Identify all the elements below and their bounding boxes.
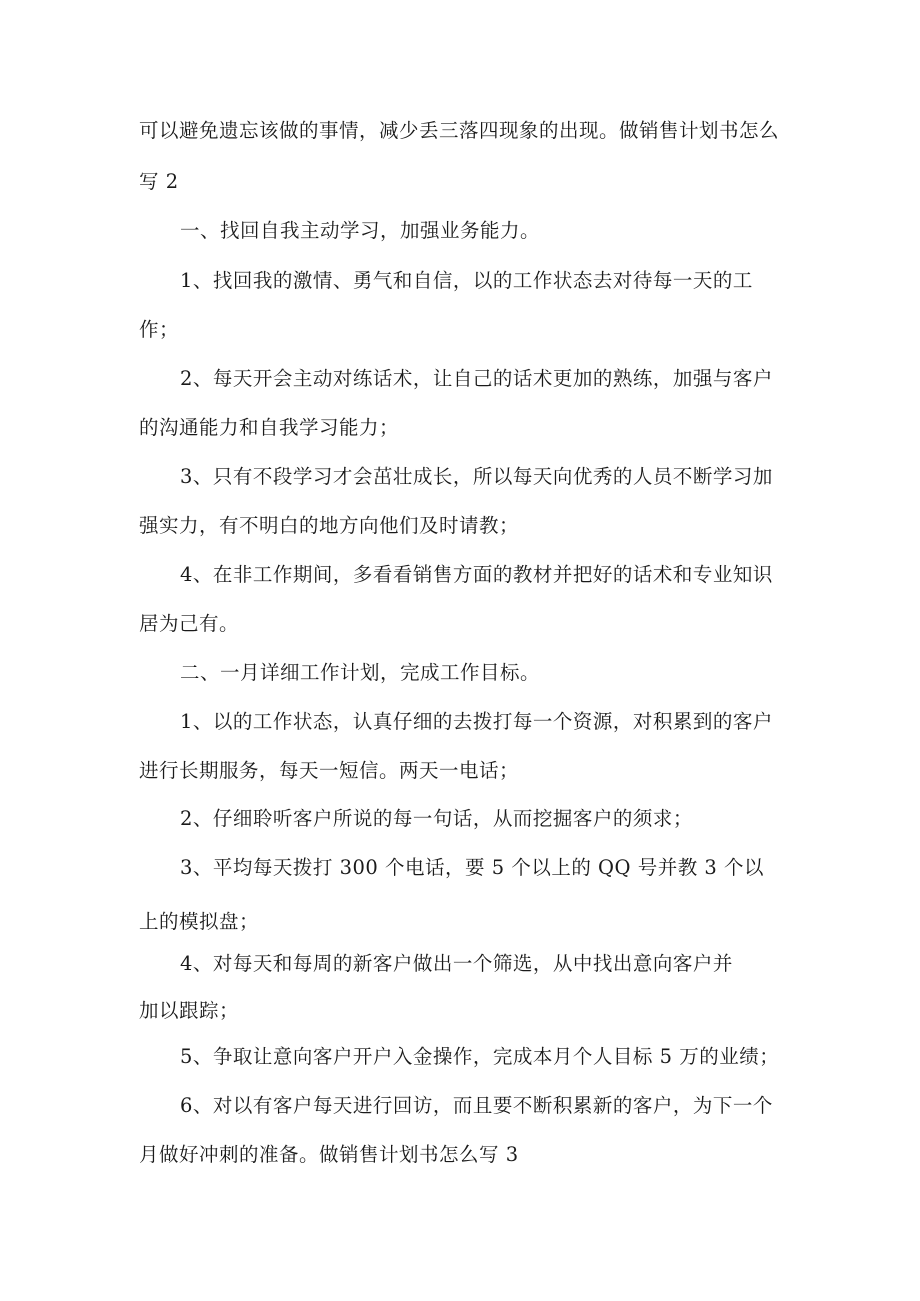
paragraph-line: 2、仔细聆听客户所说的每一句话，从而挖掘客户的须求；	[180, 807, 693, 830]
paragraph-line: 进行长期服务，每天一短信。两天一电话；	[139, 759, 520, 782]
paragraph-line: 可以避免遗忘该做的事情，减少丢三落四现象的出现。做销售计划书怎么	[139, 119, 780, 142]
paragraph-line: 居为己有。	[139, 612, 240, 635]
paragraph-line: 作；	[139, 318, 180, 341]
section-heading: 二、一月详细工作计划，完成工作目标。	[180, 661, 541, 684]
paragraph-line: 3、只有不段学习才会茁壮成长，所以每天向优秀的人员不断学习加	[180, 465, 773, 488]
paragraph-line: 写 2	[139, 170, 179, 193]
paragraph-line: 上的模拟盘；	[139, 910, 260, 933]
paragraph-line: 强实力，有不明白的地方向他们及时请教；	[139, 514, 520, 537]
paragraph-line: 4、在非工作期间，多看看销售方面的教材并把好的话术和专业知识	[180, 563, 773, 586]
paragraph-line: 5、争取让意向客户开户入金操作，完成本月个人目标 5 万的业绩；	[180, 1045, 780, 1068]
paragraph-line: 1、以的工作状态，认真仔细的去拨打每一个资源，对积累到的客户	[180, 710, 773, 733]
paragraph-line: 1、找回我的激情、勇气和自信，以的工作状态去对待每一天的工	[180, 269, 753, 292]
paragraph-line: 的沟通能力和自我学习能力；	[139, 416, 400, 439]
paragraph-line: 月做好冲刺的准备。做销售计划书怎么写 3	[139, 1143, 519, 1166]
paragraph-line: 加以跟踪；	[139, 999, 240, 1022]
section-heading: 一、找回自我主动学习，加强业务能力。	[180, 219, 541, 242]
paragraph-line: 6、对以有客户每天进行回访，而且要不断积累新的客户，为下一个	[180, 1094, 773, 1117]
paragraph-line: 3、平均每天拨打 300 个电话，要 5 个以上的 QQ 号并教 3 个以	[180, 856, 765, 879]
paragraph-line: 4、对每天和每周的新客户做出一个筛选，从中找出意向客户并	[180, 952, 733, 975]
paragraph-line: 2、每天开会主动对练话术，让自己的话术更加的熟练，加强与客户	[180, 367, 773, 390]
